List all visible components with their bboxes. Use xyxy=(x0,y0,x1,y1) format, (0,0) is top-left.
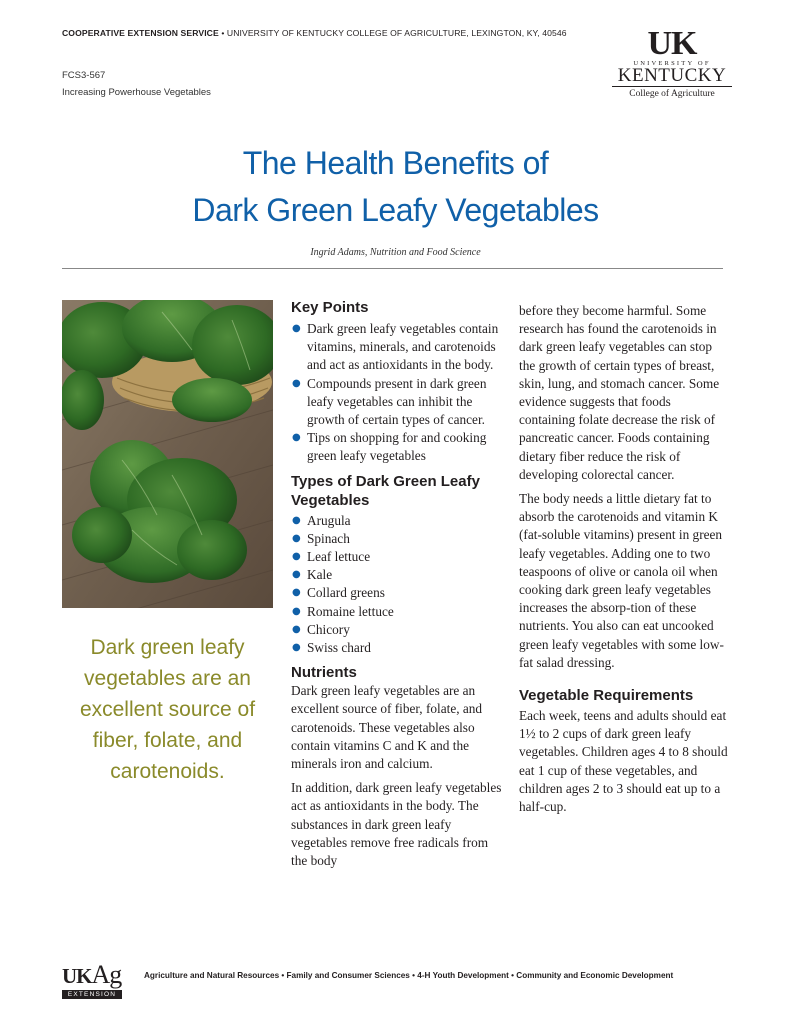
uk-logo-university: UNIVERSITY OF xyxy=(633,60,711,67)
bullet-icon: ● xyxy=(292,323,301,334)
vegetable-requirements-heading: Vegetable Requirements xyxy=(519,687,694,705)
spinach-photo xyxy=(62,300,273,608)
list-item: ● Swiss chard xyxy=(291,639,505,657)
bullet-icon: ● xyxy=(292,605,301,617)
list-item: ● Leaf lettuce xyxy=(291,548,505,566)
list-item: ● Romaine lettuce xyxy=(291,603,505,621)
publication-code: FCS3-567 xyxy=(62,70,106,81)
list-item: ● Arugula xyxy=(291,512,505,530)
nutrients-paragraph-1: Dark green leafy vegetables are an excellent source of fiber, folate, and carotenoids. These vegetables also contain vitamins C and K and the minerals iron and calcium. xyxy=(291,683,483,772)
bullet-icon: ● xyxy=(292,532,301,544)
page-title-line2: Dark Green Leafy Vegetables xyxy=(192,192,599,228)
list-item: ● Collard greens xyxy=(291,584,505,602)
list-item: ● Spinach xyxy=(291,530,505,548)
list-item: ● Tips on shopping for and cooking green leafy vegetables xyxy=(292,430,487,464)
types-list xyxy=(291,512,505,658)
uk-logo-mark: UK xyxy=(647,25,697,62)
header-org: COOPERATIVE EXTENSION SERVICE xyxy=(62,28,219,38)
ukag-extension-logo xyxy=(62,962,128,1000)
types-heading: Types of Dark Green Leafy Vegetables xyxy=(291,472,480,509)
column-two xyxy=(291,298,505,870)
uk-logo xyxy=(612,25,732,99)
key-points-list xyxy=(291,320,505,466)
ukag-wordmark: UKAg xyxy=(62,960,122,989)
bullet-icon: ● xyxy=(292,432,301,444)
nutrients-heading: Nutrients xyxy=(291,664,357,682)
nutrients-paragraph-2: In addition, dark green leafy vegetables act as antioxidants in the body. The substances in dark green leafy vegetables remove free radicals from the body xyxy=(291,780,502,869)
bullet-icon: ● xyxy=(292,623,301,635)
bullet-icon: ● xyxy=(292,377,301,389)
body-paragraph-3: Each week, teens and adults should eat 1½ to 2 cups of dark green leafy vegetables. Children ages 4 to 8 should eat 1 cup of these vegetables, and children ages 2 to 3 should eat up to a half-cup. xyxy=(519,708,728,815)
bullet-icon: ● xyxy=(292,514,301,526)
body-paragraph-2: The body needs a little dietary fat to absorb the carotenoids and vitamin K (fat-soluble vitamins) present in green leafy vegetables. Adding one to two teaspoons of olive or canola oil when cooking dark green leafy vegetables increases the absorp-tion of these nutrients. You also can eat uncooked green leafy vegetables with some low-fat salad dressing. xyxy=(519,491,724,670)
uk-logo-college: College of Agriculture xyxy=(629,89,715,99)
bullet-icon: ● xyxy=(292,642,301,654)
list-item: ● Compounds present in dark green leafy vegetables can inhibit the growth of certain types of cancer. xyxy=(292,375,487,428)
body-paragraph-1: before they become harmful. Some research has found the carotenoids in dark green leafy vegetables can stop the growth of certain types of breast, skin, lung, and stomach cancer. Some evidence suggests that foods containing folate decrease the risk of pancreatic cancer. Foods containing dietary fiber reduce the risk of developing colorectal cancer. xyxy=(519,303,720,482)
header-line xyxy=(62,28,567,38)
pull-quote: Dark green leafy vegetables are an excellent source of fiber, folate, and carotenoids. xyxy=(79,636,256,783)
bullet-icon: ● xyxy=(292,587,301,599)
key-points-heading: Key Points xyxy=(291,299,369,316)
list-item: ● Kale xyxy=(291,566,505,584)
uk-logo-kentucky: KENTUCKY xyxy=(612,67,732,87)
page-title-line1: The Health Benefits of xyxy=(242,145,549,181)
series-name: Increasing Powerhouse Vegetables xyxy=(62,87,211,98)
bullet-icon: ● xyxy=(292,551,301,563)
bullet-icon: ● xyxy=(292,569,301,581)
title-divider xyxy=(62,268,723,269)
author-byline: Ingrid Adams, Nutrition and Food Science xyxy=(310,247,481,258)
list-item: ● Chicory xyxy=(291,621,505,639)
list-item: ● Dark green leafy vegetables contain vitamins, minerals, and carotenoids and act as antioxidants in the body. xyxy=(292,321,499,373)
footer-programs: Agriculture and Natural Resources • Family and Consumer Sciences • 4-H Youth Development • Community and Economic Development xyxy=(144,971,674,980)
header-address: • UNIVERSITY OF KENTUCKY COLLEGE OF AGRICULTURE, LEXINGTON, KY, 40546 xyxy=(218,28,567,38)
extension-label: EXTENSION xyxy=(62,990,122,999)
column-three xyxy=(519,302,729,816)
